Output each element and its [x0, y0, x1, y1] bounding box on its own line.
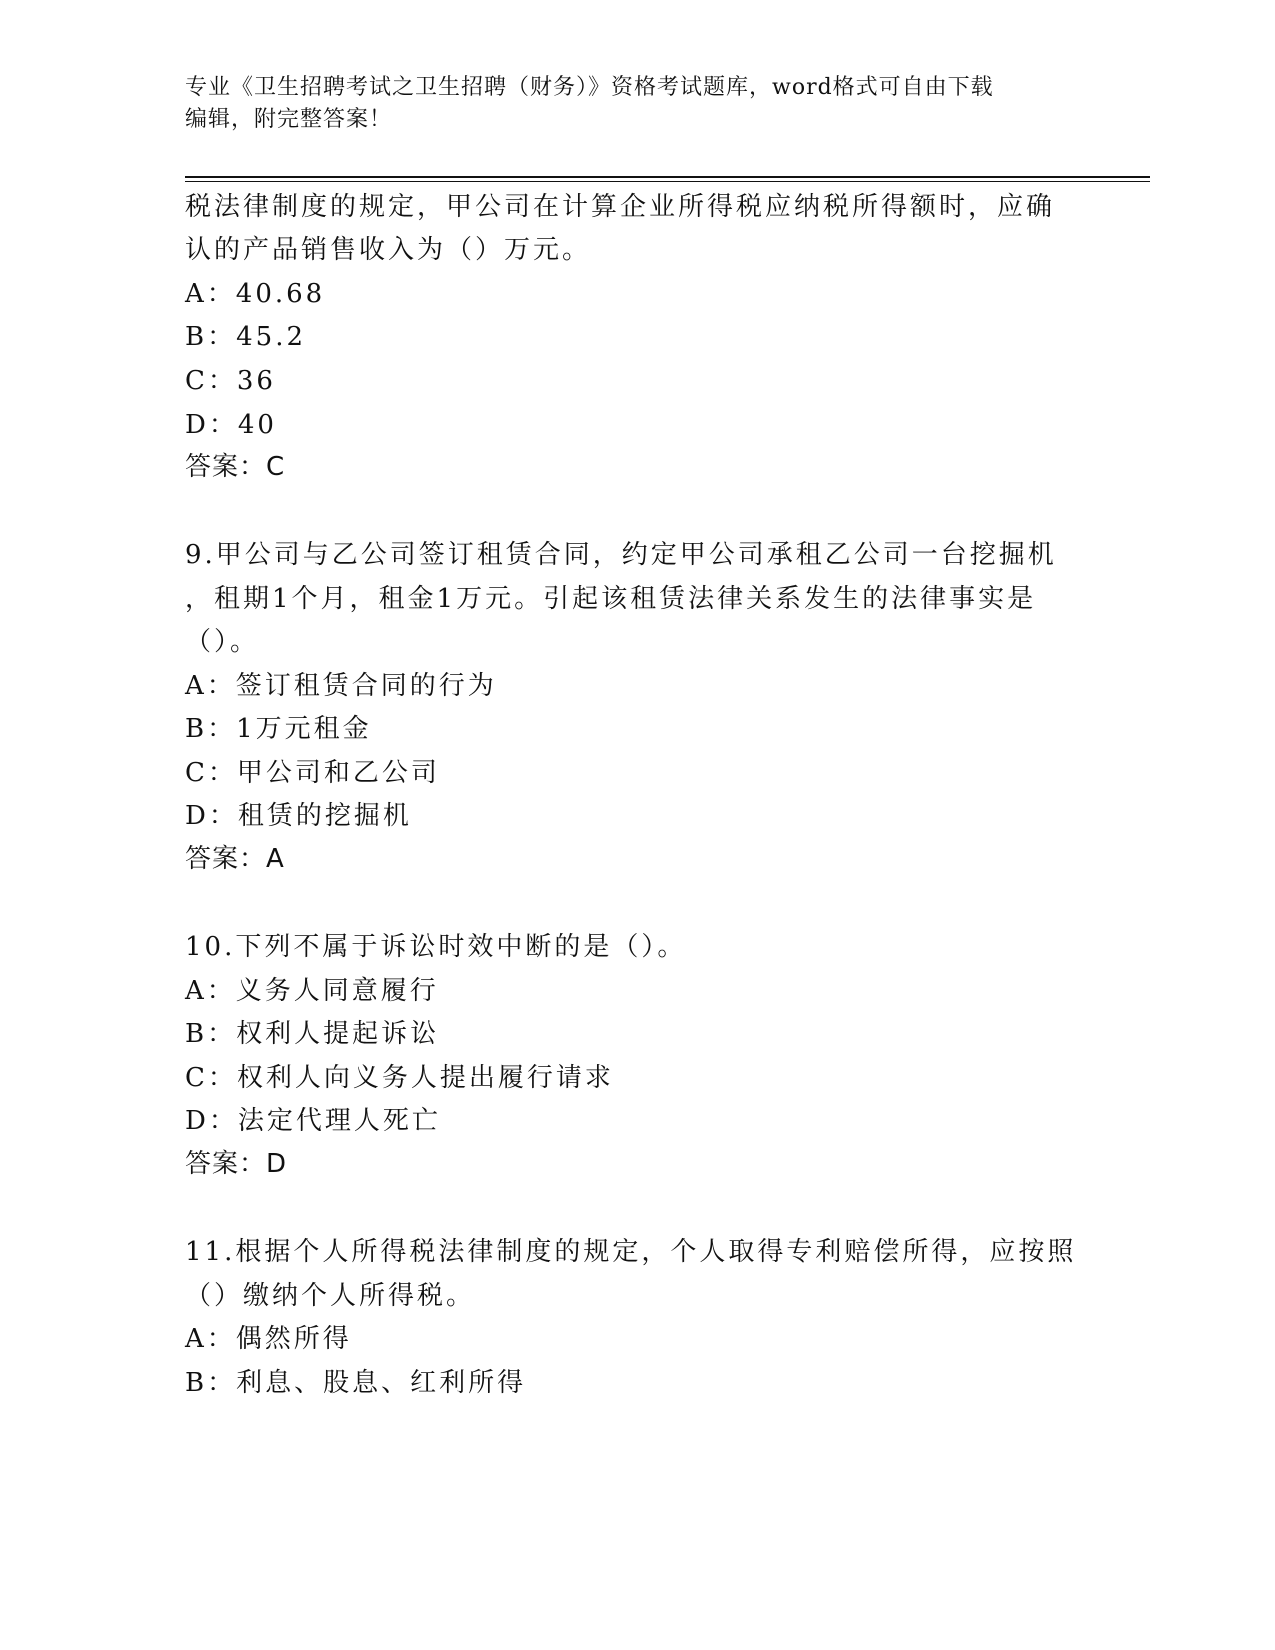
q11-option-b: B：利息、股息、红利所得 — [185, 1368, 527, 1398]
q8-option-b: B：45.2 — [185, 322, 306, 352]
q9-stem-line-1: 9.甲公司与乙公司签订租赁合同，约定甲公司承租乙公司一台挖掘机 — [185, 540, 1057, 570]
q10-option-c: C：权利人向义务人提出履行请求 — [185, 1063, 614, 1093]
q8-option-a: A：40.68 — [185, 279, 326, 309]
q9-stem-line-2: ，租期1个月，租金1万元。引起该租赁法律关系发生的法律事实是 — [185, 584, 1037, 614]
q9-stem-line-3: （）。 — [185, 627, 260, 657]
q8-answer: 答案：C — [185, 452, 286, 482]
q8-option-d: D：40 — [185, 410, 277, 440]
q8-option-c: C：36 — [185, 366, 276, 396]
header-divider-thin — [185, 181, 1150, 182]
q11-stem-line-2: （）缴纳个人所得税。 — [185, 1281, 476, 1311]
header-line-2: 编辑，附完整答案！ — [185, 107, 393, 132]
q11-option-a: A：偶然所得 — [185, 1324, 352, 1354]
q10-answer: 答案：D — [185, 1149, 288, 1179]
q10-option-d: D：法定代理人死亡 — [185, 1106, 441, 1136]
q10-stem-line-1: 10.下列不属于诉讼时效中断的是（）。 — [185, 932, 687, 962]
q10-option-a: A：义务人同意履行 — [185, 976, 439, 1006]
q9-option-d: D：租赁的挖掘机 — [185, 801, 412, 831]
q9-option-a: A：签订租赁合同的行为 — [185, 671, 497, 701]
q9-option-b: B：1万元租金 — [185, 714, 372, 744]
header-divider-thick — [185, 176, 1150, 178]
q11-stem-line-1: 11.根据个人所得税法律制度的规定，个人取得专利赔偿所得，应按照 — [185, 1237, 1077, 1267]
q9-option-c: C：甲公司和乙公司 — [185, 758, 440, 788]
q8-stem-line-2: 认的产品销售收入为（）万元。 — [185, 235, 592, 265]
q8-stem-line-1: 税法律制度的规定，甲公司在计算企业所得税应纳税所得额时，应确 — [185, 192, 1056, 222]
document-header — [185, 72, 1085, 136]
q9-answer: 答案：A — [185, 844, 285, 874]
header-line-1: 专业《卫生招聘考试之卫生招聘（财务）》资格考试题库，word格式可自由下载 — [185, 75, 994, 100]
q10-option-b: B：权利人提起诉讼 — [185, 1019, 440, 1049]
